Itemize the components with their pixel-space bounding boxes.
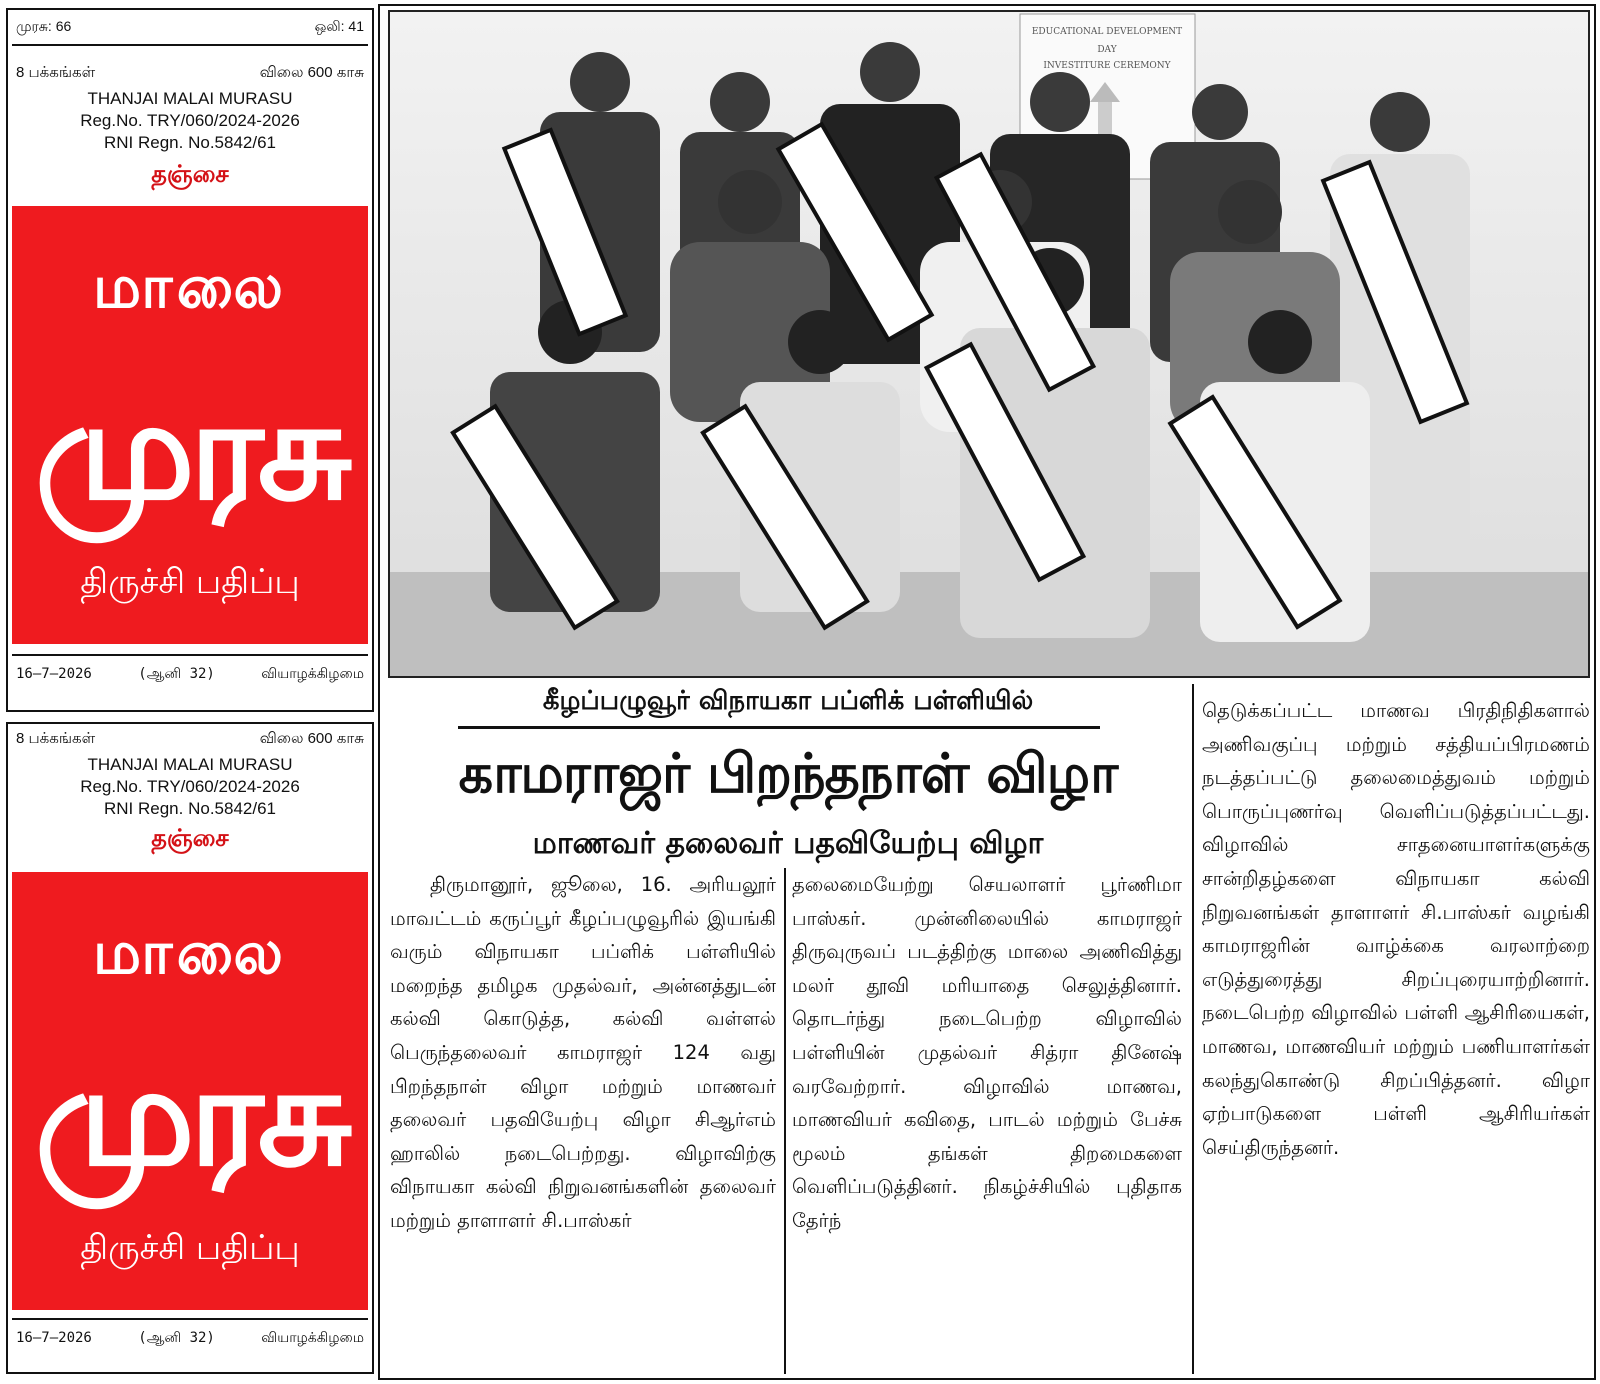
price-label: விலை 600 காசு (259, 64, 364, 81)
date-row (16, 666, 364, 684)
masthead-bottom (6, 722, 374, 1374)
svg-text:INVESTITURE CEREMONY: INVESTITURE CEREMONY (1043, 61, 1171, 71)
volume-row (16, 18, 364, 37)
reg-no: Reg.No. TRY/060/2024-2026 (80, 111, 300, 130)
logo-block (12, 206, 368, 644)
day-label: வியாழக்கிழமை (261, 666, 364, 682)
pages-label: 8 பக்கங்கள் (16, 64, 96, 81)
date-row (16, 1330, 364, 1348)
column-divider (784, 868, 786, 1374)
date-label: 16–7–2026 (16, 666, 92, 682)
pages-row (16, 730, 364, 749)
city-name: தஞ்சை (151, 160, 229, 188)
day-label: வியாழக்கிழமை (261, 1330, 364, 1346)
logo-word-malai: மாலை (92, 918, 288, 988)
logo-word-malai: மாலை (92, 252, 288, 322)
volume-label: முரசு: 66 (16, 18, 72, 34)
pages-row (16, 64, 364, 83)
article-kicker: கீழப்பழுவூர் விநாயகா பப்ளிக் பள்ளியில் (542, 686, 1034, 716)
logo-word-murasu: முரசு (34, 1036, 346, 1197)
reg-no: Reg.No. TRY/060/2024-2026 (80, 777, 300, 796)
group-photo-illustration (390, 12, 1588, 676)
issue-label: ஒலி: 41 (314, 18, 364, 34)
tamil-date-label: (ஆனி 32) (138, 666, 215, 682)
masthead-top (6, 8, 374, 712)
price-label: விலை 600 காசு (259, 730, 364, 747)
title-en: THANJAI MALAI MURASU (87, 89, 293, 108)
logo-word-murasu: முரசு (34, 370, 346, 531)
tamil-date-label: (ஆனி 32) (138, 1330, 215, 1346)
group-photo (388, 10, 1590, 678)
logo-block (12, 872, 368, 1310)
article-column-2 (792, 868, 1182, 1238)
rni-no: RNI Regn. No.5842/61 (104, 133, 276, 152)
kicker-underline (458, 726, 1100, 729)
column-1-text: திருமானூர், ஜூலை, 16. அரியலூர் மாவட்டம் கருப்பூர் கீழப்பழுவூரில் இயங்கி வரும் விநாயகா பப்ளிக் பள்ளியில் மறைந்த தமிழக முதல்வர், அன்னத்துடன் கல்வி கொடுத்த, கல்வி வள்ளல் பெருந்தலைவர் காமராஜர் 124 வது பிறந்தநாள் விழா மற்றும் மாணவர் தலைவர் பதவியேற்பு விழா சிஆர்எம் ஹாலில் நடைபெற்றது. விழாவிற்கு விநாயகா கல்வி நிறுவனங்களின் தலைவர் மற்றும் தாளாளர் சி.பாஸ்கர் (390, 873, 776, 1232)
title-en: THANJAI MALAI MURASU (87, 755, 293, 774)
pages-label: 8 பக்கங்கள் (16, 730, 96, 747)
article-column-1 (390, 868, 776, 1238)
rni-no: RNI Regn. No.5842/61 (104, 799, 276, 818)
column-3-text: தெடுக்கப்பட்ட மாணவ பிரதிநிதிகளால் அணிவகுப்பு மற்றும் சத்தியப்பிரமணம் நடத்தப்பட்டு தலைமைத்துவம் மற்றும் பொருப்புணர்வு வெளிப்படுத்தப்பட்டது. விழாவில் சாதனையாளர்களுக்கு சான்றிதழ்களை விநாயகா கல்வி நிறுவனங்கள் தாளாளர் சி.பாஸ்கர் வழங்கி காமராஜரின் வாழ்க்கை வரலாற்றை எடுத்துரைத்து சிறப்புரையாற்றினார். நடைபெற்ற விழாவில் பள்ளி ஆசிரியைகள், மாணவ, மாணவியர் மற்றும் பணியாளர்கள் கலந்துகொண்டு சிறப்பித்தனர். விழா ஏற்பாடுகளை பள்ளி ஆசிரியர்கள் செய்திருந்தனர். (1202, 699, 1590, 1159)
article-column-3 (1202, 694, 1590, 1164)
city-name: தஞ்சை (151, 824, 229, 852)
column-divider (1192, 684, 1194, 1374)
divider (12, 1318, 368, 1320)
edition-label: திருச்சி பதிப்பு (80, 1228, 300, 1268)
svg-text:DAY: DAY (1097, 45, 1117, 55)
column-2-text: தலைமையேற்று செயலாளர் பூர்ணிமா பாஸ்கர். முன்னிலையில் காமராஜர் திருவுருவப் படத்திற்கு மாலை அணிவித்து மலர் தூவி மரியாதை செலுத்தினார். தொடர்ந்து நடைபெற்ற விழாவில் பள்ளியின் முதல்வர் சித்ரா தினேஷ் வரவேற்றார். விழாவில் மாணவ, மாணவியர் கவிதை, பாடல் மற்றும் பேச்சு மூலம் தங்கள் திறமைகளை வெளிப்படுத்தினர். நிகழ்ச்சியில் புதிதாக தேர்ந் (792, 873, 1182, 1232)
divider (12, 654, 368, 656)
edition-label: திருச்சி பதிப்பு (80, 562, 300, 602)
article-headline: காமராஜர் பிறந்தநாள் விழா (458, 742, 1118, 805)
article-subhead: மாணவர் தலைவர் பதவியேற்பு விழா (532, 826, 1044, 861)
divider (12, 44, 368, 46)
date-label: 16–7–2026 (16, 1330, 92, 1346)
svg-text:EDUCATIONAL DEVELOPMENT: EDUCATIONAL DEVELOPMENT (1031, 27, 1183, 37)
